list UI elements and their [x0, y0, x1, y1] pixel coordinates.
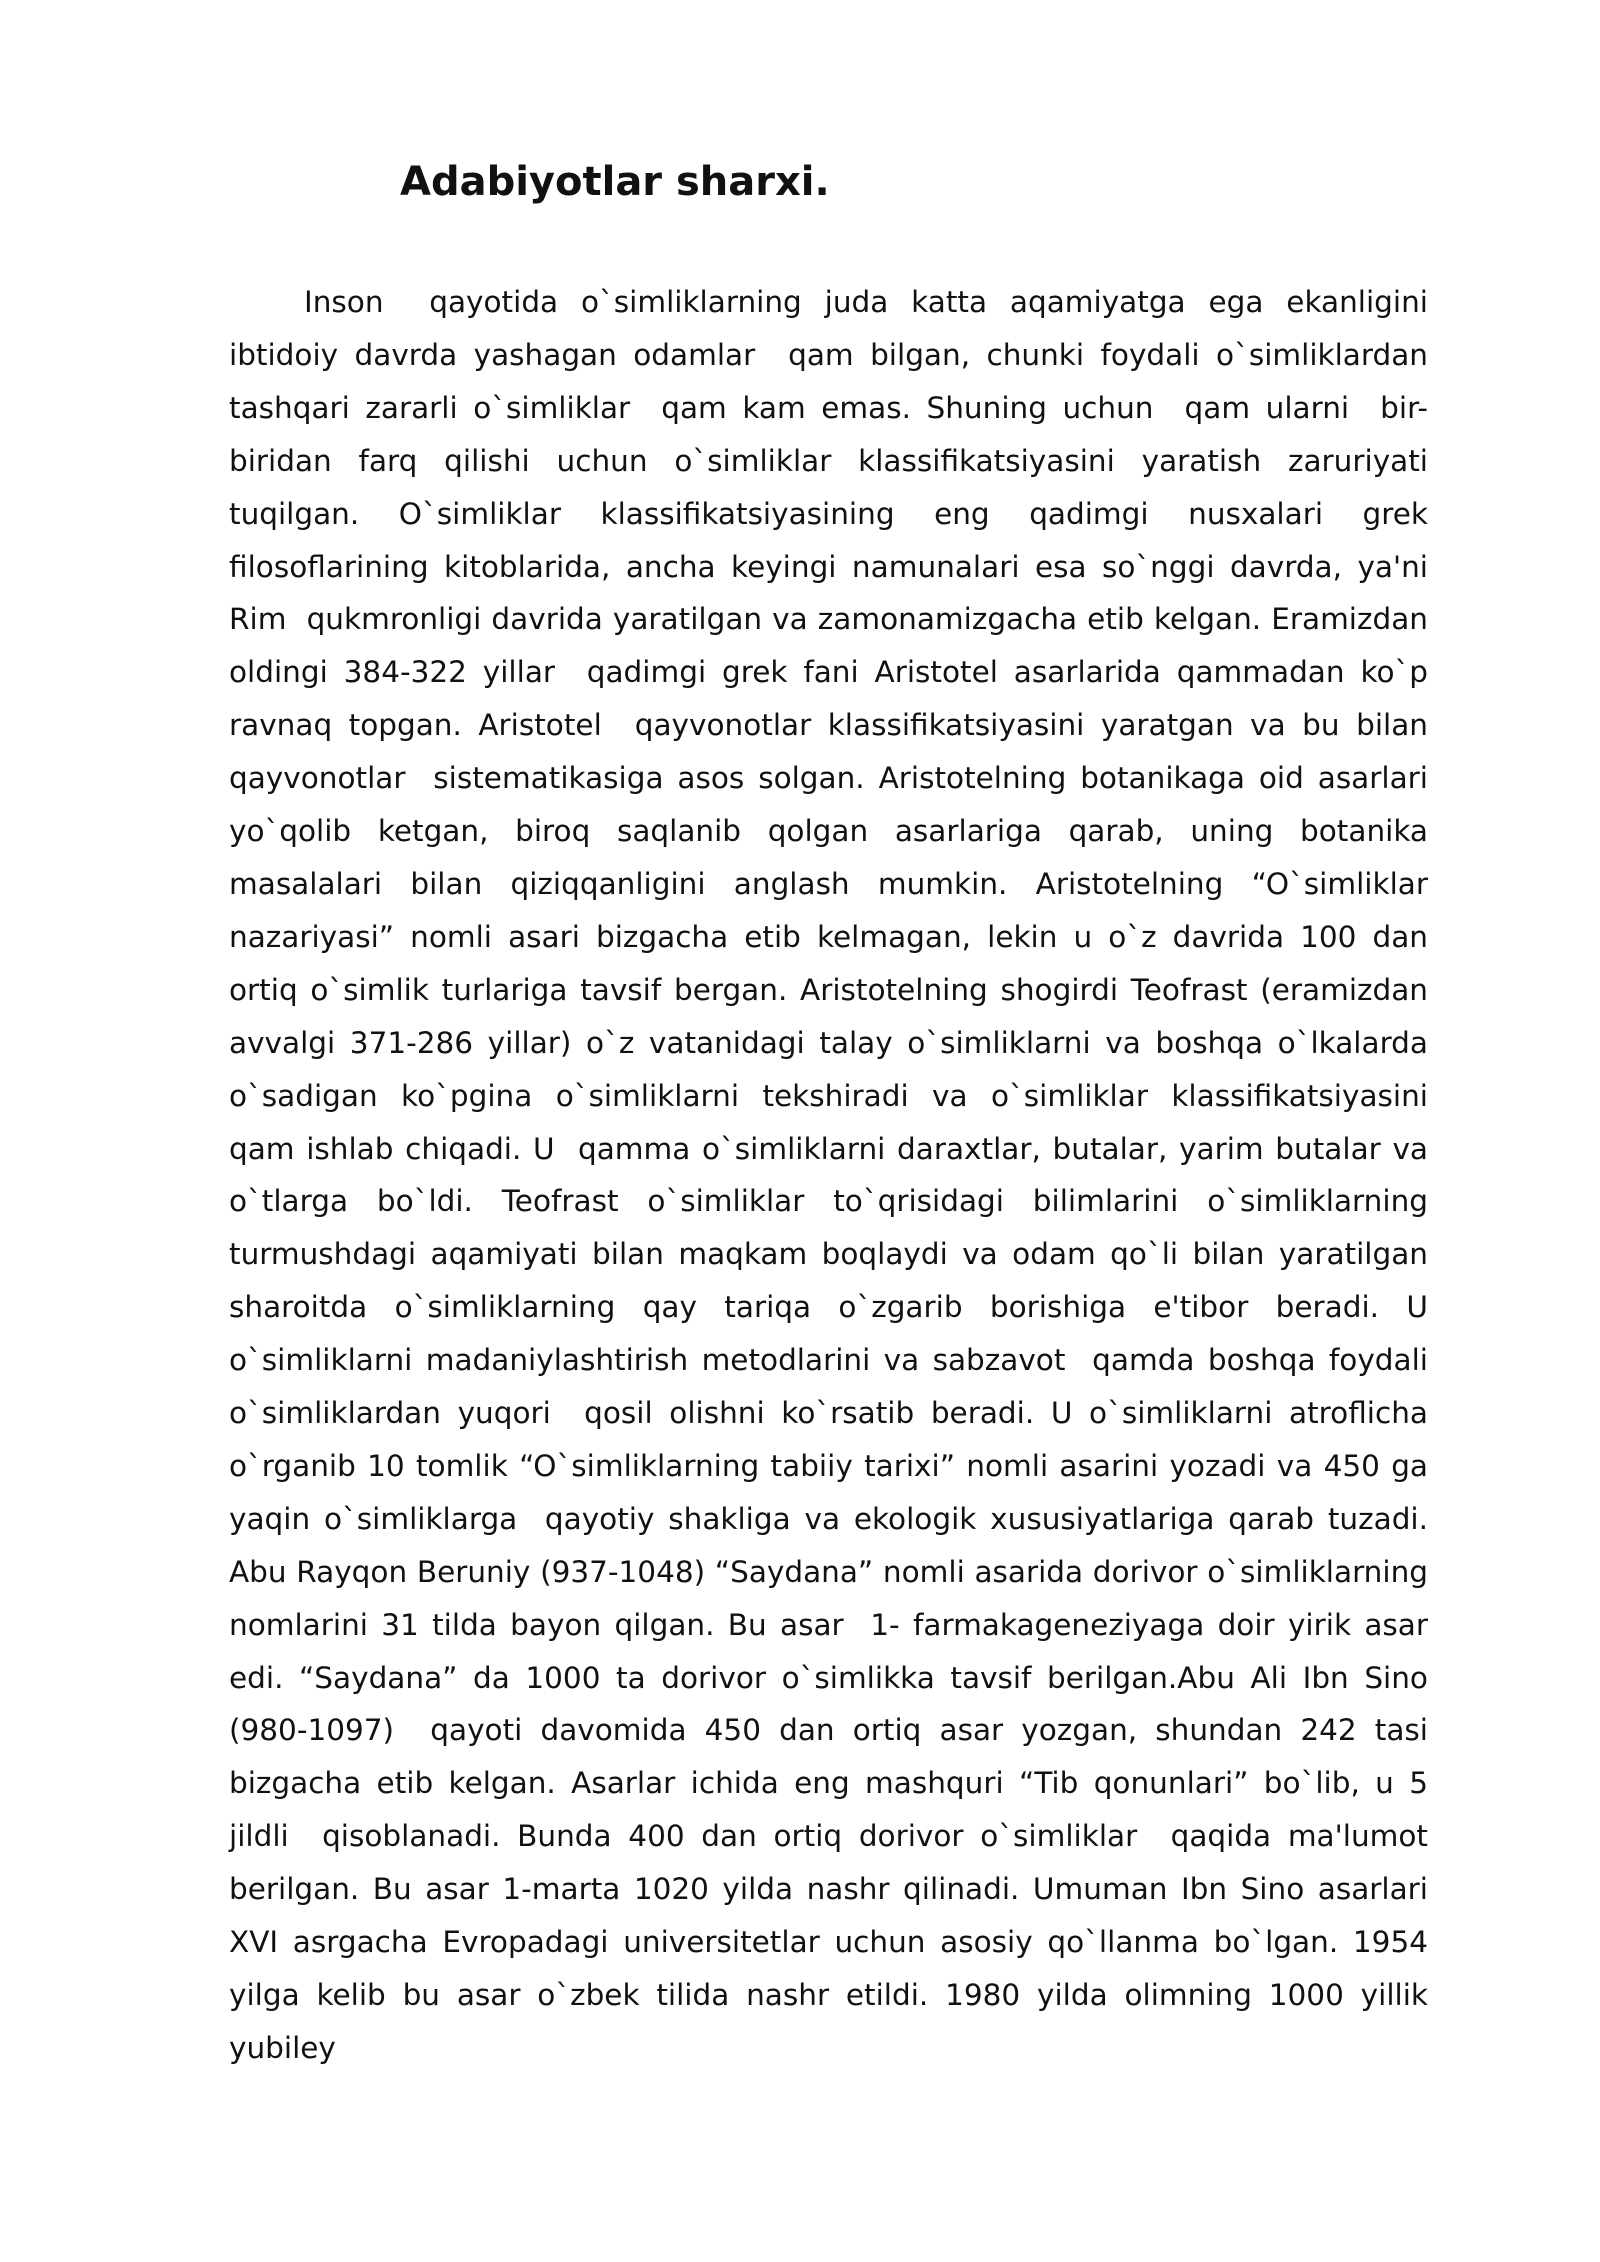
document-title: Adabiyotlar sharxi. [400, 159, 830, 205]
body-paragraph: Inson qayotida o`simliklarning juda katta aqamiyatga ega ekanligini ibtidoiy davrda yashagan odamlar qam bilgan, chunki foydali o`simliklardan tashqari zararli o`simliklar qam kam emas. Shuning uchun qam ularni bir-biridan farq qilishi uchun o`simliklar klassifikatsiyasini yaratish zaruriyati tuqilgan. O`simliklar klassifikatsiyasining eng qadimgi nusxalari grek filosoflarining kitoblarida, ancha keyingi namunalari esa so`nggi davrda, ya'ni Rim qukmronligi davrida yaratilgan va zamonamizgacha etib kelgan. Eramizdan oldingi 384-322 yillar qadimgi grek fani Aristotel asarlarida qammadan ko`p ravnaq topgan. Aristotel qayvonotlar klassifikatsiyasini yaratgan va bu bilan qayvonotlar sistematikasiga asos solgan. Aristotelning botanikaga oid asarlari yo`qolib ketgan, biroq saqlanib qolgan asarlariga qarab, uning botanika masalalari bilan qiziqqanligini anglash mumkin. Aristotelning “O`simliklar nazariyasi” nomli asari bizgacha etib kelmagan, lekin u o`z davrida 100 dan ortiq o`simlik turlariga tavsif bergan. Aristotelning shogirdi Teofrast (eramizdan avvalgi 371-286 yillar) o`z vatanidagi talay o`simliklarni va boshqa o`lkalarda o`sadigan ko`pgina o`simliklarni tekshiradi va o`simliklar klassifikatsiyasini qam ishlab chiqadi. U qamma o`simliklarni daraxtlar, butalar, yarim butalar va o`tlarga bo`ldi. Teofrast o`simliklar to`qrisidagi bilimlarini o`simliklarning turmushdagi aqamiyati bilan maqkam boqlaydi va odam qo`li bilan yaratilgan sharoitda o`simliklarning qay tariqa o`zgarib borishiga e'tibor beradi. U o`simliklarni madaniylashtirish metodlarini va sabzavot qamda boshqa foydali o`simliklardan yuqori qosil olishni ko`rsatib beradi. U o`simliklarni atroflicha o`rganib 10 tomlik “O`simliklarning tabiiy tarixi” nomli asarini yozadi va 450 ga yaqin o`simliklarga qayotiy shakliga va ekologik xususiyatlariga qarab tuzadi. Abu Rayqon Beruniy (937-1048) “Saydana” nomli asarida dorivor o`simliklarning nomlarini 31 tilda bayon qilgan. Bu asar 1- farmakageneziyaga doir yirik asar edi. “Saydana” da 1000 ta dorivor o`simlikka tavsif berilgan.Abu Ali Ibn Sino (980-1097) qayoti davomida 450 dan ortiq asar yozgan, shundan 242 tasi bizgacha etib kelgan. Asarlar ichida eng mashquri “Tib qonunlari” bo`lib, u 5 jildli qisoblanadi. Bunda 400 dan ortiq dorivor o`simliklar qaqida ma'lumot berilgan. Bu asar 1-marta 1020 yilda nashr qilinadi. Umuman Ibn Sino asarlari XVI asrgacha Evropadagi universitetlar uchun asosiy qo`llanma bo`lgan. 1954 yilga kelib bu asar o`zbek tilida nashr etildi. 1980 yilda olimning 1000 yillik yubiley [229, 285, 1447, 2065]
